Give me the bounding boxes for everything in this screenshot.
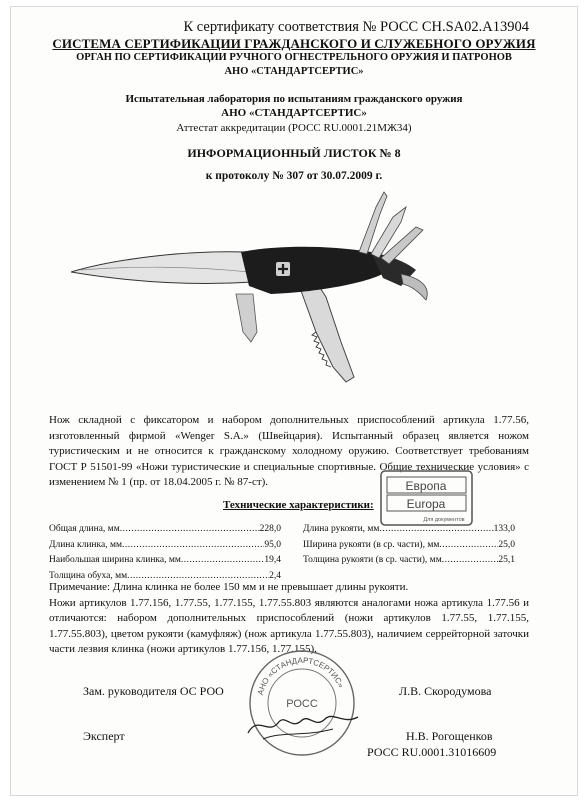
spec-value: 2,4	[269, 570, 281, 581]
deputy-title: Зам. руководителя ОС РОО	[83, 684, 224, 698]
expert-signature	[243, 695, 363, 745]
spec-label: Толщина рукояти (в ср. части), мм	[303, 555, 442, 565]
spec-value: 25,0	[498, 539, 515, 550]
spec-value: 133,0	[493, 524, 515, 534]
top-tools	[359, 192, 427, 300]
spec-row	[49, 538, 281, 554]
lab-accreditation: Аттестат аккредитации (РОСС RU.0001.21МЖ34)	[176, 122, 412, 134]
system-title: СИСТЕМА СЕРТИФИКАЦИИ ГРАЖДАНСКОГО И СЛУЖЕБНОГО ОРУЖИЯ	[52, 36, 536, 51]
spec-value: 228,0	[259, 524, 281, 534]
page-title: ИНФОРМАЦИОННЫЙ ЛИСТОК № 8	[187, 146, 401, 160]
stamp-text-1: Европа	[405, 479, 447, 493]
specs-right	[303, 522, 515, 569]
spec-label: Толщина обуха, мм	[49, 570, 128, 581]
round-stamp-center: РОСС	[286, 698, 318, 710]
note-length: Примечание: Длина клинка не более 150 мм и не превышает длины рукояти.	[49, 581, 409, 593]
knife-image	[71, 182, 511, 407]
spec-row	[303, 538, 515, 554]
europa-stamp	[379, 469, 474, 527]
spec-leader	[122, 538, 264, 554]
spec-row	[49, 553, 281, 569]
expert-name: Н.В. Рогощенков	[406, 729, 493, 743]
specs-left	[49, 522, 281, 584]
tech-specs-title: Технические характеристики:	[223, 499, 374, 511]
spec-row	[49, 522, 281, 538]
spec-label: Ширина рукояти (в ср. части), мм	[303, 539, 440, 550]
certificate-number: К сертификату соответствия № РОСС CH.SA02.A13904	[183, 19, 529, 35]
lab-name: Испытательная лаборатория по испытаниям гражданского оружия	[125, 93, 463, 105]
main-blade	[71, 252, 253, 284]
expert-registration: РОСС RU.0001.31016609	[367, 745, 497, 759]
description-text: Нож складной с фиксатором и набором дополнительных приспособлений артикула 1.77.56, изготовленный фирмой «Wenger S.A.» (Швейцария). Испытанный образец является ножом туристическим и не относится к гражданскому холодному оружию. Соответствует требованиям ГОСТ Р 51501-99 «Ножи туристические и специальные спортивные. Общие технические условия» с изменением № 1 (пр. от 18.04.2005 г. № 87-ст).	[49, 414, 529, 488]
protocol-reference: к протоколу № 307 от 30.07.2009 г.	[205, 170, 383, 182]
stamp-text-3: Для документов	[423, 517, 465, 523]
spec-value: 25,1	[498, 555, 515, 565]
stamp-text-2: Europa	[406, 497, 446, 511]
deputy-name: Л.В. Скородумова	[399, 684, 492, 698]
expert-title: Эксперт	[83, 729, 125, 743]
spec-label: Длина рукояти, мм	[303, 524, 380, 534]
organ-title: ОРГАН ПО СЕРТИФИКАЦИИ РУЧНОГО ОГНЕСТРЕЛЬНОГО ОРУЖИЯ И ПАТРОНОВ	[76, 52, 512, 63]
spec-leader	[120, 522, 260, 538]
note	[49, 580, 529, 658]
note-analogs: Ножи артикулов 1.77.156, 1.77.55, 1.77.155, 1.77.55.803 являются аналогами ножа артикула 1.77.56 и отличаются: набором дополнительных приспособлений (ножи артикулов 1.77.55, 1.77.155, 1.77.55.803), цветом рукояти (камуфляж) (нож артикула 1.77.55.803), наличием серрейторной заточки части лезвия клинка (ножи артикулов 1.77.156, 1.77.155).	[49, 596, 529, 655]
spec-label: Длина клинка, мм	[49, 539, 122, 550]
spec-leader	[442, 553, 499, 569]
spec-row	[303, 553, 515, 569]
spec-value: 95,0	[264, 539, 281, 550]
document-page	[10, 6, 578, 796]
spec-label: Наибольшая ширина клинка, мм	[49, 555, 181, 565]
spec-leader	[439, 538, 498, 554]
spec-value: 19,4	[264, 555, 281, 565]
organization-name: АНО «СТАНДАРТСЕРТИС»	[224, 66, 364, 77]
lab-org: АНО «СТАНДАРТСЕРТИС»	[221, 107, 367, 119]
round-stamp-text: АНО «СТАНДАРТСЕРТИС»	[255, 655, 346, 697]
spec-label: Общая длина, мм	[49, 524, 120, 534]
spec-leader	[181, 553, 265, 569]
